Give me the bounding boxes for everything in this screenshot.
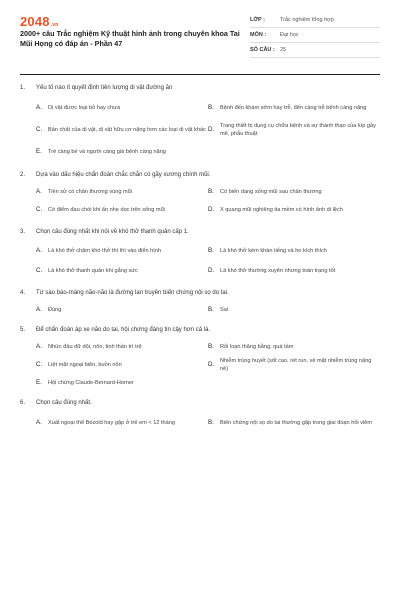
option-d[interactable] [208, 119, 380, 141]
option-text: Bệnh đến khám sớm hay trễ, đến càng trễ bệnh càng nặng [220, 105, 367, 111]
option-key: A. [36, 419, 42, 426]
option-key: B. [208, 419, 214, 426]
option-text: Là khó thở chậm khó thở thì thì vào điển hình [48, 248, 162, 254]
option-key: A. [36, 188, 42, 195]
option-row [36, 141, 382, 163]
option-d[interactable] [208, 200, 380, 220]
option-a[interactable] [36, 241, 208, 261]
option-text: Là khó thở thường xuyên nhưng toàn trạng tốt [220, 268, 336, 274]
meta-row-subject [250, 28, 380, 43]
option-text: Sai [220, 307, 229, 313]
option-key: D. [208, 126, 215, 133]
option-text: Bản chất của dị vật, dị vật hữu cơ nặng hơn các loại dị vật khác [48, 127, 206, 133]
question-list [20, 76, 382, 434]
option-key: B. [208, 306, 214, 313]
option-text: Biến chứng nội sọ do tai thường gặp trong giai đoạn hồi viêm [220, 420, 373, 426]
question-stem [20, 321, 382, 339]
option-row [36, 355, 382, 375]
option-key: B. [208, 247, 214, 254]
option-text: Rối loạn thăng bằng, quá tầm [220, 344, 294, 350]
option-text: Trẻ càng bé và người càng già bệnh càng nặng [48, 149, 166, 155]
option-list [36, 412, 382, 434]
option-text: Có biến dạng sống mũi sau chấn thương [220, 189, 322, 195]
option-d[interactable] [208, 261, 380, 281]
option-b[interactable] [208, 339, 380, 355]
question-stem [20, 284, 382, 302]
logo-text: 2048 [20, 14, 50, 29]
option-a[interactable] [36, 412, 208, 434]
meta-key: MÔN : [250, 32, 267, 38]
option-key: C. [36, 267, 43, 274]
option-row [36, 119, 382, 141]
option-c[interactable] [36, 355, 208, 375]
question-stem [20, 79, 382, 97]
question-number: 2. [20, 172, 26, 178]
site-logo[interactable] [20, 14, 59, 29]
question-stem [20, 394, 382, 412]
option-row [36, 339, 382, 355]
option-key: E. [36, 379, 42, 386]
question-3 [20, 223, 382, 281]
option-key: B. [208, 188, 214, 195]
question-text: Từ sào bào-màng não-não là đường lan truyền biến chứng nội sọ do tai. [36, 290, 229, 296]
option-b[interactable] [208, 302, 380, 318]
option-d[interactable] [208, 355, 380, 375]
option-c[interactable] [36, 119, 208, 141]
option-text: Hội chứng Claude-Bernard-Horner [48, 380, 134, 386]
question-stem [20, 223, 382, 241]
question-number: 4. [20, 290, 26, 296]
option-row [36, 97, 382, 119]
option-text: Dị vật được loại bỏ hay chưa [48, 105, 121, 111]
option-key: E. [36, 148, 42, 155]
option-list [36, 339, 382, 391]
option-list [36, 184, 382, 220]
option-text: Liệt mặt ngoại biên, buồn nôn [48, 362, 122, 368]
option-a[interactable] [36, 97, 208, 119]
option-a[interactable] [36, 302, 208, 318]
header-divider [20, 74, 380, 75]
question-5 [20, 321, 382, 391]
meta-row-count [250, 43, 380, 58]
option-list [36, 97, 382, 163]
option-row [36, 184, 382, 200]
option-key: D. [208, 206, 215, 213]
header [0, 0, 400, 68]
option-key: A. [36, 306, 42, 313]
question-text: Yếu tố nào ít quyết định tiên lượng dị vật đường ăn [36, 85, 173, 91]
option-row [36, 241, 382, 261]
option-b[interactable] [208, 97, 380, 119]
question-number: 1. [20, 85, 26, 91]
option-c[interactable] [36, 261, 208, 281]
option-e[interactable] [36, 141, 208, 163]
option-key: D. [208, 361, 215, 368]
option-a[interactable] [36, 339, 208, 355]
meta-table [250, 13, 380, 58]
option-row [36, 412, 382, 434]
option-row [36, 375, 382, 391]
option-text: Nhức đầu dữ dội, nôn, tinh thần trì trệ [48, 344, 142, 350]
meta-value: 25 [280, 47, 287, 53]
option-a[interactable] [36, 184, 208, 200]
option-text: Đúng [48, 307, 62, 313]
option-b[interactable] [208, 412, 380, 434]
question-number: 6. [20, 400, 26, 406]
document-title: 2000+ câu Trắc nghiệm Kỹ thuật hình ảnh trong chuyên khoa Tai Mũi Họng có đáp án - Phần 47 [20, 29, 240, 48]
option-row [36, 200, 382, 220]
meta-row-class [250, 13, 380, 28]
meta-value: Đại học [280, 32, 299, 38]
question-number: 5. [20, 327, 26, 333]
option-list [36, 241, 382, 281]
option-text: X quang mũi nghiêng tia mềm có hình ảnh di lệch [220, 207, 343, 213]
question-text: Chọn câu đúng nhất khi nói về khó thở thanh quản cấp 1. [36, 229, 189, 235]
question-text: Chọn câu đúng nhất. [36, 400, 92, 406]
option-key: A. [36, 104, 42, 111]
option-key: C. [36, 126, 43, 133]
question-text: Để chẩn đoán áp xe não do tai, hội chứng đáng tin cậy hơn cả là. [36, 327, 211, 333]
option-key: A. [36, 343, 42, 350]
option-text: Tiền sử có chấn thương vùng mũi [48, 189, 133, 195]
option-key: C. [36, 361, 43, 368]
question-1 [20, 79, 382, 163]
option-b[interactable] [208, 184, 380, 200]
option-key: C. [36, 206, 43, 213]
option-b[interactable] [208, 241, 380, 261]
question-text: Dựa vào dấu hiệu chẩn đoán chắc chắn có gãy xương chính mũi. [36, 172, 211, 178]
option-key: D. [208, 267, 215, 274]
option-text: Là khó thở thanh quản khi gắng sức [48, 268, 138, 274]
meta-key: LỚP : [250, 17, 265, 23]
option-key: A. [36, 247, 42, 254]
option-text: Có điểm đau chói khi ấn nhẹ dọc trên sống mũi [48, 207, 165, 213]
logo-suffix: .vn [50, 22, 59, 28]
meta-key: SỐ CÂU : [250, 47, 275, 53]
option-c[interactable] [36, 200, 208, 220]
question-2 [20, 166, 382, 220]
question-number: 3. [20, 229, 26, 235]
option-text: Trang thiết bị dụng cụ chữa bệnh và sự thành thạo của kíp gây mê, phẫu thuật [220, 123, 376, 137]
question-4 [20, 284, 382, 318]
meta-value: Trắc nghiệm tổng hợp [280, 17, 334, 23]
option-key: B. [208, 343, 214, 350]
option-list [36, 302, 382, 318]
option-e[interactable] [36, 375, 208, 391]
question-stem [20, 166, 382, 184]
option-text: Xuất ngoại thể Bézold hay gặp ở trẻ em < 12 tháng [48, 420, 175, 426]
option-text: Là khó thở kèm khàn tiếng và ho kích thích [220, 248, 327, 254]
option-row [36, 302, 382, 318]
question-6 [20, 394, 382, 434]
option-row [36, 261, 382, 281]
option-key: B. [208, 104, 214, 111]
option-text: Nhiễm trùng huyết (sốt cao, rét run, vẻ mặt nhiễm trùng nặng nề) [220, 358, 372, 372]
